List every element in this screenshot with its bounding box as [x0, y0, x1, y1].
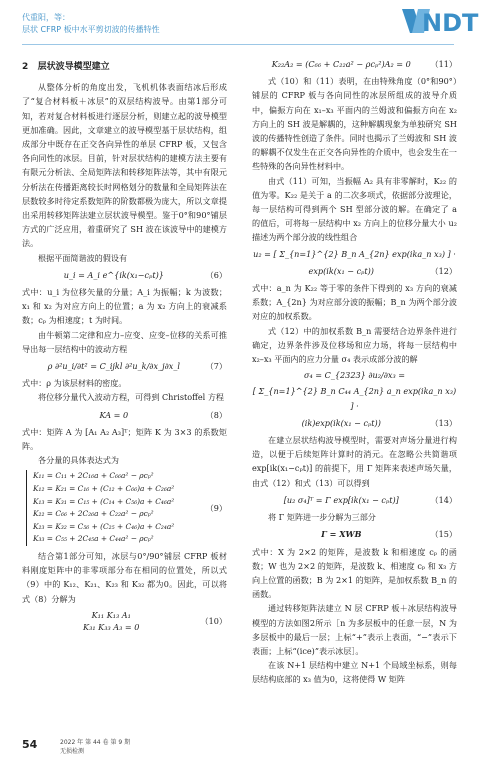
paragraph: 将位移分量代入波动方程，可得到 Christoffel 方程 — [38, 392, 225, 403]
paragraph: 结合第1部分可知，冰层与0°/90°铺层 CFRP 板材料刚度矩阵中的非零项部分布在相同的位置处，所以式（9）中的 K₁₂、K₂₁、K₂₃ 和 K₃₂ 都为0。因此，可以将式（8）分解为 — [22, 551, 227, 604]
equation-13 — [252, 416, 457, 430]
equation-line: K₁₂ = K₂₁ = C₁₆ + (C₁₂ + C₆₆)a + C₂₆a² — [33, 484, 175, 494]
paragraph: 式中：a_n 为 K₂₂ 等于零的条件下得到的 x₃ 方向的衰减系数；A_{2n} 为对应部分波的振幅；B_n 为两个部分波对应的加权系数。 — [252, 283, 457, 322]
journal-name: 无损检测 — [60, 748, 85, 755]
journal-info — [60, 738, 130, 756]
equation-10 — [22, 609, 227, 633]
equation-line: K₂₃ = K₃₂ = C₅₆ + (C₂₅ + C₄₆)a + C₂₄a² — [33, 521, 175, 531]
equation-15 — [252, 527, 457, 541]
paragraph: 在该 N+1 层结构中建立 N+1 个局域坐标系，则每层结构底部的 x₃ 值为0，这将使得 W 矩阵 — [252, 660, 457, 685]
right-column — [252, 54, 457, 687]
equation-number: （10） — [200, 615, 227, 626]
matrix-row: K₃₁ K₃₃ A₃ = 0 — [83, 621, 140, 632]
page-header — [0, 0, 480, 48]
section-title: 层状波导模型建立 — [37, 62, 110, 72]
equation-11 — [252, 57, 457, 71]
equation-expression: (ik)exp(ik(x₁ − cₚt)) — [301, 417, 381, 428]
paragraph: 通过转移矩阵法建立 N 层 CFRP 板＋冰层结构波导模型的方法如图2所示［n 为多层板中的任意一层，N 为多层板中的最后一层；上标“+”表示上表面，“−”表示下表面；上标“(ice)”表示冰层］。 — [252, 603, 457, 656]
paragraph: 在建立层状结构波导模型时，需要对声场分量进行构造，以便于后续矩阵计算时的消元。在忽略公共简谐项 exp[ik(x₁−cₚt)] 的前提下，用 Γ 矩阵来表述声场矢量，由式（12）和式（13）可以得到 — [252, 435, 457, 488]
equation-expression: u_i = A_i e^{ik(x₁−cₚt)} — [63, 269, 164, 280]
svg-text:NDT: NDT — [422, 9, 479, 37]
paragraph: 将 Γ 矩阵进一步分解为三部分 — [268, 512, 376, 523]
equation-12 — [252, 264, 457, 278]
equation-number: （15） — [430, 529, 457, 540]
equation-system — [26, 470, 206, 546]
equation-expression: K₂₂A₂ = (C₆₆ + C₂₂a² − ρcₚ²)A₂ = 0 — [271, 59, 411, 69]
equation-line: K₃₃ = C₅₅ + 2C₄₅a + C₄₄a² − ρcₚ² — [33, 534, 154, 544]
equation-expression: ρ ∂²u_i/∂t² = C_ijkl ∂²u_k/∂x_j∂x_l — [47, 361, 181, 372]
paragraph: 由式（11）可知，当振幅 A₂ 具有非零解时，K₂₂ 的值为零。K₂₂ 是关于 a 的二次多项式，依据部分波理论，每一层结构可得到两个 SH 型部分波的解。在确定了 a 的值后，可将每一层结构中 x₂ 方向上的位移分量大小 u₂ 描述为两个部分波的线性组合 — [252, 175, 457, 243]
paragraph: 式中：矩阵 A 为 [A₁ A₂ A₃]ᵀ；矩阵 K 为 3×3 的系数矩阵。 — [22, 426, 227, 452]
paragraph: 各分量的具体表达式为 — [38, 455, 119, 466]
journal-logo — [400, 5, 479, 37]
equation-number: （7） — [205, 361, 227, 372]
equation-expression: exp(ik(x₁ − cₚt)) — [308, 265, 374, 276]
page-footer — [22, 736, 462, 776]
section-heading — [22, 60, 227, 74]
header-authors: 代重阳，等： — [22, 13, 70, 22]
equation-number: （12） — [430, 265, 457, 276]
paragraph: 式（10）和（11）表明，在由特殊角度（0°和90°）铺层的 CFRP 板与各向同性的冰层所组成的波导介质中，偏振方向在 x₁–x₃ 平面内的兰姆波和偏振方向在 x₂ 方向上的 SH 波是解耦的，这种解耦现象为单独研究 SH 波的传播特性创造了条件。同时也揭示了兰姆波和 SH 波的解耦不仅发生在正交各向异性的介质中，也会发生在一些特殊的各向异性材料中。 — [252, 76, 457, 172]
journal-issue: 2022 年 第 44 卷 第 9 期 — [60, 739, 131, 746]
equation-number: （9） — [205, 503, 227, 514]
equation-expression: KA = 0 — [99, 409, 129, 420]
paragraph: 式（12）中的加权系数 B_n 需要结合边界条件进行确定，边界条件涉及位移场和应力场，将每一层结构中 x₂–x₃ 平面内的应力分量 σ₄ 表示成部分波的解 — [252, 325, 457, 365]
section-number: 2 — [22, 62, 29, 72]
paragraph: 式中：X 为 2×2 的矩阵，是波数 k 和相速度 cₚ 的函数；W 也为 2×2 的矩阵，是波数 k、相速度 cₚ 和 x₃ 方向上位置的函数；B 为 2×1 的矩阵，是加权系数 B_n 的函数。 — [252, 546, 457, 600]
equation-line: K₁₁ = C₁₁ + 2C₁₆a + C₆₆a² − ρcₚ² — [33, 471, 154, 481]
header-article-title: 层状 CFRP 板中水平剪切波的传播特性 — [22, 25, 160, 34]
equation-matrix — [22, 609, 201, 633]
equation-7 — [22, 359, 227, 373]
equation-14 — [252, 493, 457, 507]
equation-number: （6） — [205, 269, 227, 280]
equation-6 — [22, 268, 227, 282]
equation-9 — [22, 470, 227, 546]
equation-12-line: u₂ = [ Σ_{n=1}^{2} B_n A_{2n} exp(ika_n x₃) ] · — [253, 248, 456, 259]
equation-expression: [u₂ σ₄]ᵀ = Γ exp[ik(x₁ − cₚt)] — [283, 494, 399, 505]
equation-number: （11） — [430, 59, 457, 69]
equation-number: （8） — [205, 409, 227, 420]
equation-line: K₂₂ = C₆₆ + 2C₂₆a + C₂₂a² − ρcₚ² — [33, 509, 154, 519]
equation-13-line: [ Σ_{n=1}^{2} B_n C₄₄ A_{2n} a_n exp(ika_n x₃) ] · — [252, 386, 457, 411]
page-number: 54 — [22, 738, 38, 751]
matrix-row: K₁₁ K₁₃ A₁ — [91, 609, 131, 620]
equation-line: K₁₃ = K₃₁ = C₁₅ + (C₁₄ + C₅₆)a + C₄₆a² — [33, 496, 175, 506]
equation-number: （14） — [430, 494, 457, 505]
left-column — [22, 54, 227, 636]
paragraph: 式中：ρ 为该层材料的密度。 — [22, 378, 127, 389]
equation-13-line: σ₄ = C_{2323} ∂u₂/∂x₃ = — [303, 370, 406, 381]
paragraph: 根据平面简谐波的假设有 — [38, 252, 128, 263]
paragraph: 从整体分析的角度出发，飞机机体表面结冰后形成了“复合材料板＋冰层”的双层结构波导。由第1部分可知，若对复合材料板进行逐层分析，则建立起的波导模型更加准确。因此，文章建立的波导模型基于层状结构，组成部分中既存在正交各向异性的单层 CFRP 板，又包含各向同性的冰层。目前，针对层状结构的建模方法主要有有限元分析法、全局矩阵法和转移矩阵法等，其中有限元分析法在传播距离较长时网格划分的数量和全局矩阵法在层数较多时待定系数矩阵的阶数都极为庞大，所以文章提出采用转移矩阵法建立层状波导模型。鉴于0°和90°铺层方式的广泛应用，着重研究了 SH 波在该波导中的建模方法。 — [22, 82, 227, 249]
equation-number: （13） — [430, 417, 457, 428]
equation-8 — [22, 408, 227, 422]
paragraph: 由牛顿第二定律和应力–应变、应变–位移的关系可推导出每一层结构中的波动方程 — [22, 329, 227, 354]
equation-expression: Γ = XWB — [321, 529, 362, 540]
paragraph: 式中：u_i 为位移矢量的分量；A_i 为振幅；k 为波数；x₁ 和 x₂ 为对应方向上的位置；a 为 x₂ 方向上的衰减系数；cₚ 为相速度；t 为时间。 — [22, 287, 227, 326]
header-rule — [22, 44, 454, 45]
